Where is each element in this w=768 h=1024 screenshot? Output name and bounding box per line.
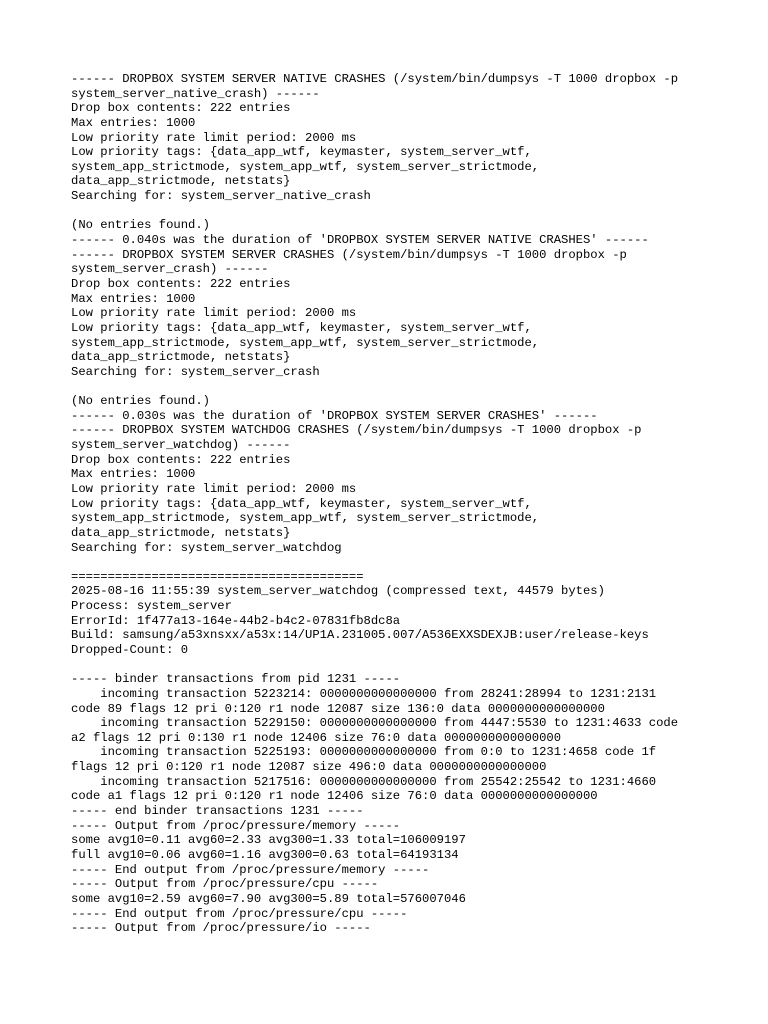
log-line: code a1 flags 12 pri 0:120 r1 node 12406 size 76:0 data 0000000000000000 (71, 789, 598, 804)
log-line: ----- Output from /proc/pressure/memory ----- (71, 818, 401, 833)
log-line: Max entries: 1000 (71, 291, 196, 306)
log-line: Dropped-Count: 0 (71, 642, 189, 657)
log-line: Drop box contents: 222 entries (71, 452, 291, 467)
log-line: (No entries found.) (71, 394, 210, 409)
log-line: Process: system_server (71, 599, 232, 614)
log-line: Searching for: system_server_watchdog (71, 540, 342, 555)
log-line: Build: samsung/a53xnsxx/a53x:14/UP1A.231005.007/A536EXXSDEXJB:user/release-keys (71, 628, 649, 643)
log-line: a2 flags 12 pri 0:130 r1 node 12406 size 76:0 data 0000000000000000 (71, 730, 562, 745)
log-line: data_app_strictmode, netstats} (71, 525, 291, 540)
log-line: Max entries: 1000 (71, 467, 196, 482)
blank-line (71, 204, 751, 219)
log-line: ------ DROPBOX SYSTEM WATCHDOG CRASHES (/system/bin/dumpsys -T 1000 dropbox -p (71, 423, 642, 438)
log-line: ------ DROPBOX SYSTEM SERVER CRASHES (/system/bin/dumpsys -T 1000 dropbox -p (71, 247, 627, 262)
log-line: Low priority rate limit period: 2000 ms (71, 306, 357, 321)
log-line: code 89 flags 12 pri 0:120 r1 node 12087 size 136:0 data 0000000000000000 (71, 701, 605, 716)
log-line: some avg10=2.59 avg60=7.90 avg300=5.89 total=576007046 (71, 891, 466, 906)
log-line: ----- binder transactions from pid 1231 ----- (71, 672, 401, 687)
log-document (71, 72, 751, 936)
log-line: flags 12 pri 0:120 r1 node 12087 size 496:0 data 0000000000000000 (71, 760, 547, 775)
log-line: ------ 0.040s was the duration of 'DROPBOX SYSTEM SERVER NATIVE CRASHES' ------ (71, 233, 649, 248)
log-line: full avg10=0.06 avg60=1.16 avg300=0.63 total=64193134 (71, 847, 459, 862)
log-line: Low priority rate limit period: 2000 ms (71, 481, 357, 496)
log-line: (No entries found.) (71, 218, 210, 233)
log-line: Searching for: system_server_native_crash (71, 189, 371, 204)
log-line: system_app_strictmode, system_app_wtf, system_server_strictmode, (71, 335, 540, 350)
log-line: Low priority tags: {data_app_wtf, keymaster, system_server_wtf, (71, 145, 532, 160)
log-line: ----- Output from /proc/pressure/cpu ----- (71, 877, 379, 892)
log-line: system_server_crash) ------ (71, 262, 269, 277)
log-line: system_app_strictmode, system_app_wtf, system_server_strictmode, (71, 511, 540, 526)
log-line: Low priority rate limit period: 2000 ms (71, 130, 357, 145)
log-line: ------ DROPBOX SYSTEM SERVER NATIVE CRASHES (/system/bin/dumpsys -T 1000 dropbox -p (71, 72, 679, 86)
log-line: system_app_strictmode, system_app_wtf, system_server_strictmode, (71, 159, 540, 174)
log-line: Low priority tags: {data_app_wtf, keymaster, system_server_wtf, (71, 496, 532, 511)
log-line: system_server_native_crash) ------ (71, 86, 320, 101)
log-line: ----- Output from /proc/pressure/io ----- (71, 921, 371, 936)
log-line: incoming transaction 5223214: 0000000000000000 from 28241:28994 to 1231:2131 (71, 686, 657, 701)
log-line: some avg10=0.11 avg60=2.33 avg300=1.33 total=106009197 (71, 833, 466, 848)
log-line: incoming transaction 5229150: 0000000000000000 from 4447:5530 to 1231:4633 code (71, 716, 679, 731)
log-line: data_app_strictmode, netstats} (71, 174, 291, 189)
log-line: Low priority tags: {data_app_wtf, keymaster, system_server_wtf, (71, 320, 532, 335)
log-line: system_server_watchdog) ------ (71, 438, 291, 453)
blank-line (71, 658, 751, 673)
log-line: 2025-08-16 11:55:39 system_server_watchdog (compressed text, 44579 bytes) (71, 584, 605, 599)
log-line: data_app_strictmode, netstats} (71, 350, 291, 365)
log-line: ======================================== (71, 569, 364, 584)
log-line: ----- End output from /proc/pressure/memory ----- (71, 862, 430, 877)
log-line: Drop box contents: 222 entries (71, 276, 291, 291)
log-line: ----- End output from /proc/pressure/cpu ----- (71, 906, 408, 921)
log-line: Max entries: 1000 (71, 115, 196, 130)
log-line: ------ 0.030s was the duration of 'DROPBOX SYSTEM SERVER CRASHES' ------ (71, 408, 598, 423)
log-line: ----- end binder transactions 1231 ----- (71, 804, 364, 819)
log-line: ErrorId: 1f477a13-164e-44b2-b4c2-07831fb8dc8a (71, 613, 401, 628)
blank-line (71, 555, 751, 570)
log-line: Drop box contents: 222 entries (71, 101, 291, 116)
blank-line (71, 379, 751, 394)
log-line: incoming transaction 5217516: 0000000000000000 from 25542:25542 to 1231:4660 (71, 774, 657, 789)
log-line: Searching for: system_server_crash (71, 364, 320, 379)
log-line: incoming transaction 5225193: 0000000000000000 from 0:0 to 1231:4658 code 1f (71, 745, 657, 760)
